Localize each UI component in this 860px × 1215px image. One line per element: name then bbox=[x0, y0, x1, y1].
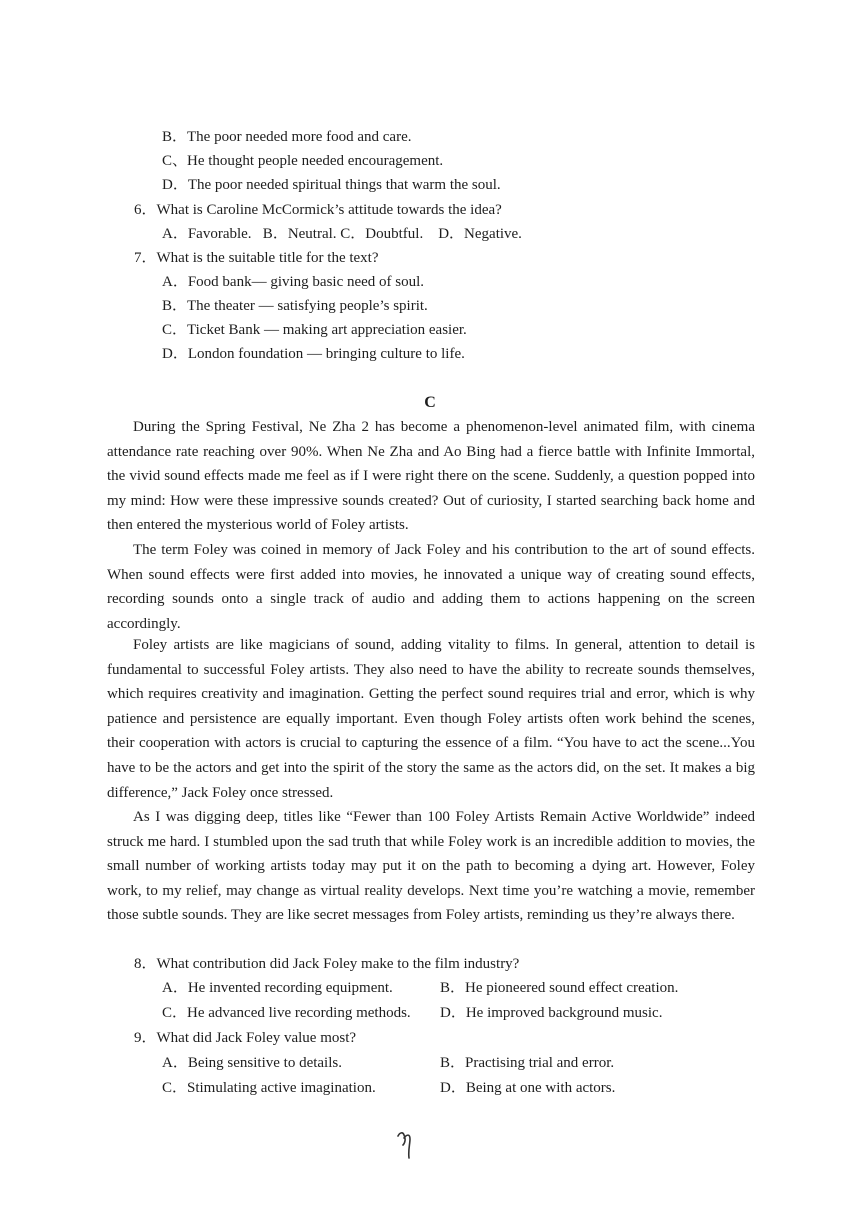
passage-paragraph-2: The term Foley was coined in memory of Jack Foley and his contribution to the art of sound effects. When sound effects were first added into movies, he innovated a unique way of creating sound effects, recording sounds onto a single track of audio and adding them to actions happening on the screen accordingly. bbox=[107, 542, 755, 632]
q7-option-a: A．Food bank— giving basic need of soul. bbox=[162, 274, 425, 290]
q7-option-c: C．Ticket Bank — making art appreciation easier. bbox=[162, 322, 467, 338]
page-number-mark bbox=[394, 1126, 418, 1162]
q5-option-d: D．The poor needed spiritual things that warm the soul. bbox=[162, 177, 501, 193]
q8-option-a: A．He invented recording equipment. bbox=[162, 980, 393, 996]
q7-option-b: B．The theater — satisfying people’s spirit. bbox=[162, 298, 428, 314]
q8-question: 8．What contribution did Jack Foley make to the film industry? bbox=[134, 956, 520, 972]
q9-question: 9．What did Jack Foley value most? bbox=[134, 1030, 357, 1046]
q5-option-b: B．The poor needed more food and care. bbox=[162, 129, 412, 145]
passage-paragraph-4: As I was digging deep, titles like “Fewer than 100 Foley Artists Remain Active Worldwide” indeed struck me hard. I stumbled upon the sad truth that while Foley work is an incredible addition to movies, the small number of working artists today may put it on the path to becoming a dying art. However, Foley work, to my relief, may change as virtual reality develops. Next time you’re watching a movie, remember those subtle sounds. They are like secret messages from Foley artists, reminding us they’re always there. bbox=[107, 809, 755, 924]
passage-paragraph-1: During the Spring Festival, Ne Zha 2 has become a phenomenon-level animated film, with cinema attendance rate reaching over 90%. When Ne Zha and Ao Bing had a fierce battle with Infinite Immortal, the vivid sound effects made me feel as if I were right there on the scene. Suddenly, a question popped into my mind: How were these impressive sounds created? Out of curiosity, I started searching back home and then entered the mysterious world of Foley artists. bbox=[107, 419, 755, 534]
q9-option-b: B．Practising trial and error. bbox=[440, 1055, 615, 1071]
passage-paragraph-3: Foley artists are like magicians of sound, adding vitality to films. In general, attention to detail is fundamental to successful Foley artists. They also need to have the ability to recreate sounds themselves, which requires creativity and imagination. Getting the perfect sound requires trial and error, which is why patience and persistence are equally important. Even though Foley artists often work behind the scenes, their cooperation with actors is crucial to capturing the essence of a film. “You have to act the scene...You have to be the actors and get into the spirit of the story the same as the actors did, on the set. It makes a big difference,” Jack Foley once stressed. bbox=[107, 637, 755, 801]
q9-option-c: C．Stimulating active imagination. bbox=[162, 1080, 376, 1096]
section-heading: C bbox=[424, 394, 436, 411]
q8-option-c: C．He advanced live recording methods. bbox=[162, 1005, 411, 1021]
q5-option-c: C、He thought people needed encouragement. bbox=[162, 153, 444, 169]
q7-question: 7．What is the suitable title for the text? bbox=[134, 250, 379, 266]
q8-option-b: B．He pioneered sound effect creation. bbox=[440, 980, 679, 996]
q8-option-d: D．He improved background music. bbox=[440, 1005, 663, 1021]
q9-option-d: D．Being at one with actors. bbox=[440, 1080, 616, 1096]
q9-option-a: A．Being sensitive to details. bbox=[162, 1055, 342, 1071]
q6-options: A．Favorable. B．Neutral. C．Doubtful. D．Negative. bbox=[162, 226, 522, 242]
q6-question: 6．What is Caroline McCormick’s attitude towards the idea? bbox=[134, 202, 502, 218]
q7-option-d: D．London foundation — bringing culture to life. bbox=[162, 346, 465, 362]
